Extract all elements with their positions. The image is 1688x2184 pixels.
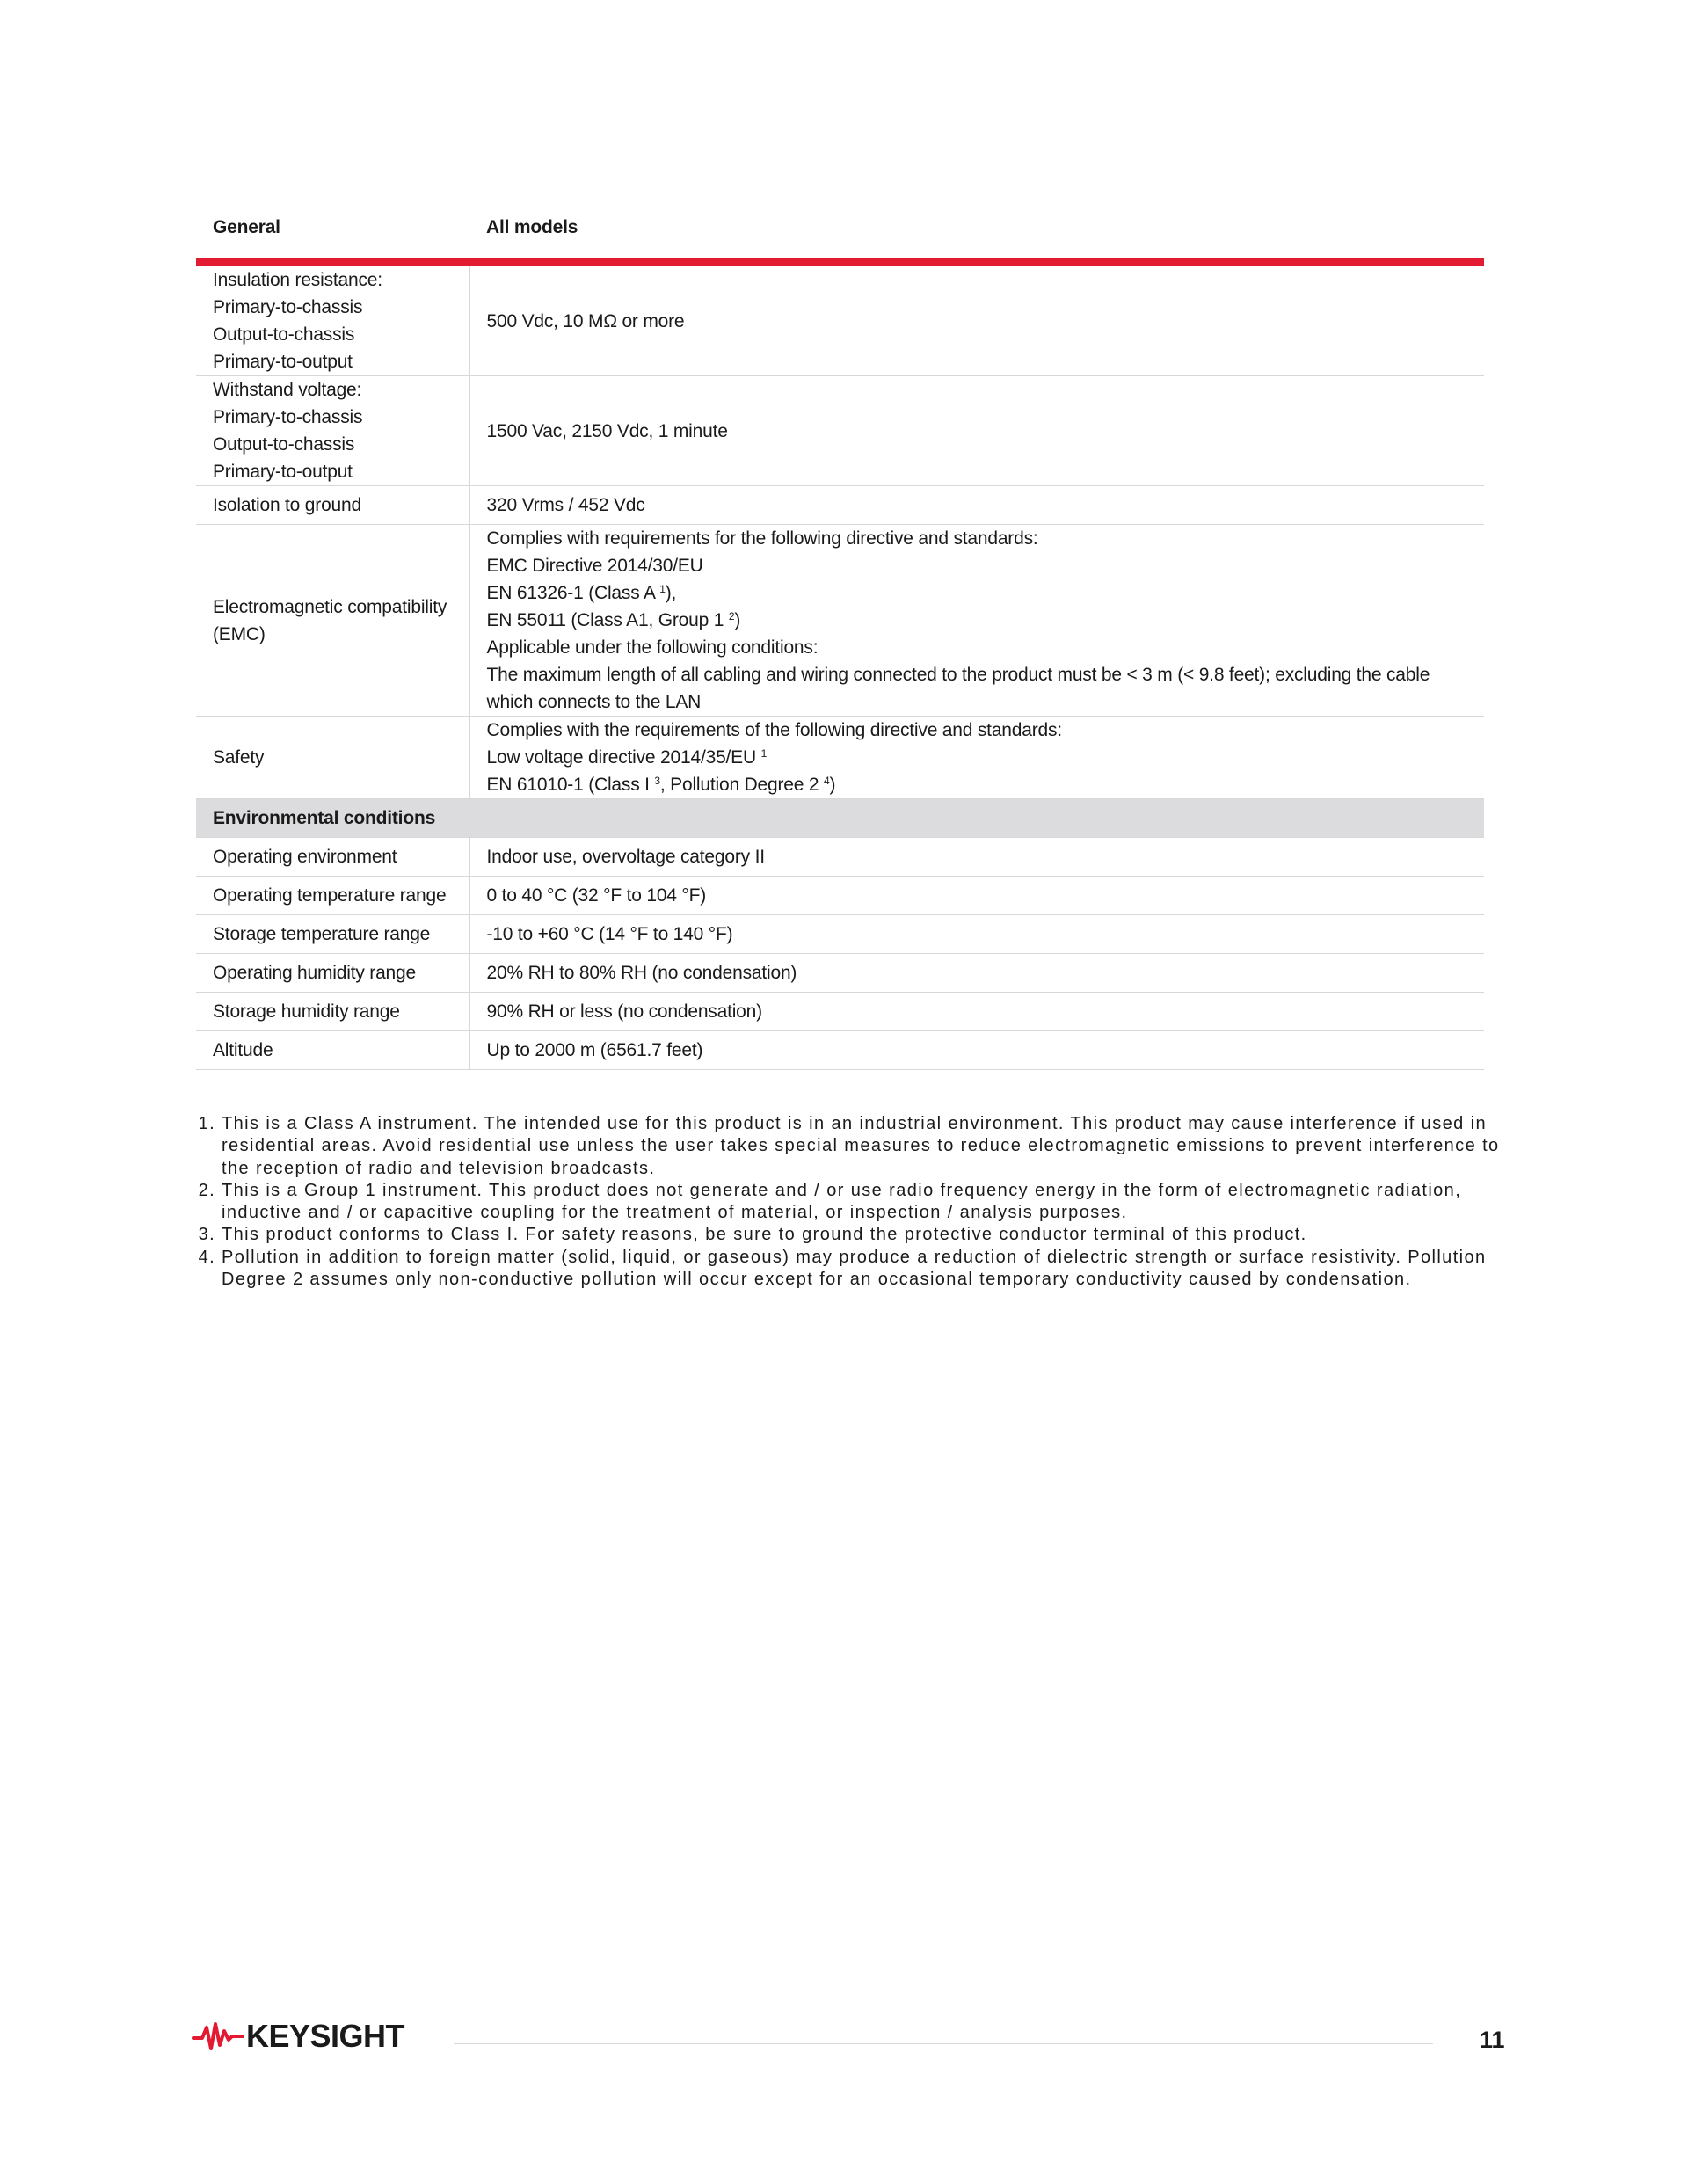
spec-table (196, 199, 1484, 1070)
table-row (196, 263, 1484, 376)
row-label: Altitude (196, 1031, 469, 1070)
label-line: Primary-to-output (213, 352, 353, 372)
footnote-ref: 3 (654, 775, 660, 787)
footnotes-list (196, 1113, 1514, 1291)
value-line (487, 771, 1471, 798)
table-row (196, 1031, 1484, 1070)
row-value: -10 to +60 °C (14 °F to 140 °F) (469, 915, 1484, 954)
row-label (196, 263, 469, 376)
value-line: EMC Directive 2014/30/EU (486, 556, 703, 576)
footnote-ref: 2 (728, 610, 735, 622)
text: ) (734, 610, 741, 630)
row-label: Operating humidity range (196, 954, 469, 993)
row-label (196, 525, 469, 717)
value-line: Applicable under the following conditions: (486, 637, 819, 658)
table-row (196, 877, 1484, 915)
table-row (196, 525, 1484, 717)
table-row (196, 486, 1484, 525)
row-value: Indoor use, overvoltage category II (469, 838, 1484, 877)
footnote: 2. This is a Group 1 instrument. This product does not generate and / or use radio frequency energy in the form of electromagnetic radiation, inductive and / or capacitive coupling for the treatment of material, or inspection / analysis purposes. (222, 1180, 1514, 1225)
label-line: Output-to-chassis (213, 324, 355, 345)
value-line: Complies with the requirements of the following directive and standards: (486, 720, 1062, 740)
label-line: Insulation resistance: (213, 270, 382, 290)
value-line: The maximum length of all cabling and wiring connected to the product must be < 3 m (< 9.8 feet); excluding the cable (486, 665, 1430, 685)
row-value: 0 to 40 °C (32 °F to 104 °F) (469, 877, 1484, 915)
text: Low voltage directive 2014/35/EU (486, 747, 761, 768)
keysight-logo (192, 2018, 404, 2055)
label-line: (EMC) (213, 623, 266, 644)
row-value (469, 525, 1484, 717)
row-value: 20% RH to 80% RH (no condensation) (469, 954, 1484, 993)
label-line: Primary-to-chassis (213, 407, 363, 427)
row-label: Storage humidity range (196, 993, 469, 1031)
row-label: Storage temperature range (196, 915, 469, 954)
row-value: Up to 2000 m (6561.7 feet) (469, 1031, 1484, 1070)
row-label (196, 376, 469, 486)
row-value (469, 717, 1484, 799)
footnote-ref: 1 (760, 747, 768, 760)
footnote-ref: 4 (824, 775, 830, 787)
table-row (196, 376, 1484, 486)
text: EN 61010-1 (Class I (486, 775, 655, 795)
table-header-row (196, 199, 1484, 263)
footer-divider (454, 2043, 1433, 2044)
row-value: 320 Vrms / 452 Vdc (469, 486, 1484, 525)
table-row (196, 838, 1484, 877)
value-line: which connects to the LAN (486, 692, 702, 712)
label-line: Withstand voltage: (213, 380, 362, 400)
text: ) (829, 775, 836, 795)
value-line: Complies with requirements for the following directive and standards: (486, 528, 1038, 549)
row-label: Isolation to ground (196, 486, 469, 525)
text: EN 55011 (Class A1, Group 1 (486, 610, 729, 630)
section-title: Environmental conditions (196, 799, 1484, 838)
row-label: Operating temperature range (196, 877, 469, 915)
label-line: Electromagnetic compatibility (213, 596, 447, 617)
section-header-row (196, 799, 1484, 838)
row-value: 500 Vdc, 10 MΩ or more (469, 263, 1484, 376)
page-number: 11 (1480, 2027, 1505, 2053)
header-general: General (196, 199, 469, 263)
table-row (196, 717, 1484, 799)
footnote: 3. This product conforms to Class I. For safety reasons, be sure to ground the protective conductor terminal of this product. (222, 1224, 1514, 1246)
label-line: Primary-to-output (213, 462, 353, 482)
value-line (487, 607, 1471, 634)
value-line (487, 579, 1471, 607)
row-label: Safety (196, 717, 469, 799)
footnote: 4. Pollution in addition to foreign matter (solid, liquid, or gaseous) may produce a reduction of dielectric strength or surface resistivity. Pollution Degree 2 assumes only non-conductive pollution will occur except for an occasional temporary conductivity caused by condensation. (222, 1247, 1514, 1292)
footnote-ref: 1 (659, 583, 666, 595)
text: ), (665, 583, 677, 603)
row-value: 1500 Vac, 2150 Vdc, 1 minute (469, 376, 1484, 486)
label-line: Primary-to-chassis (213, 297, 363, 317)
row-value: 90% RH or less (no condensation) (469, 993, 1484, 1031)
table-row (196, 993, 1484, 1031)
text: EN 61326-1 (Class A (486, 583, 660, 603)
row-label: Operating environment (196, 838, 469, 877)
table-row (196, 915, 1484, 954)
label-line: Output-to-chassis (213, 434, 355, 455)
header-all-models: All models (469, 199, 1484, 263)
value-line (487, 744, 1471, 771)
text: , Pollution Degree 2 (659, 775, 824, 795)
keysight-wave-icon (192, 2019, 244, 2054)
footnote: 1. This is a Class A instrument. The intended use for this product is in an industrial environment. This product may cause interference if used in residential areas. Avoid residential use unless the user takes special measures to reduce electromagnetic emissions to prevent interference to the reception of radio and television broadcasts. (222, 1113, 1514, 1180)
table-row (196, 954, 1484, 993)
logo-text: KEYSIGHT (246, 2018, 405, 2054)
